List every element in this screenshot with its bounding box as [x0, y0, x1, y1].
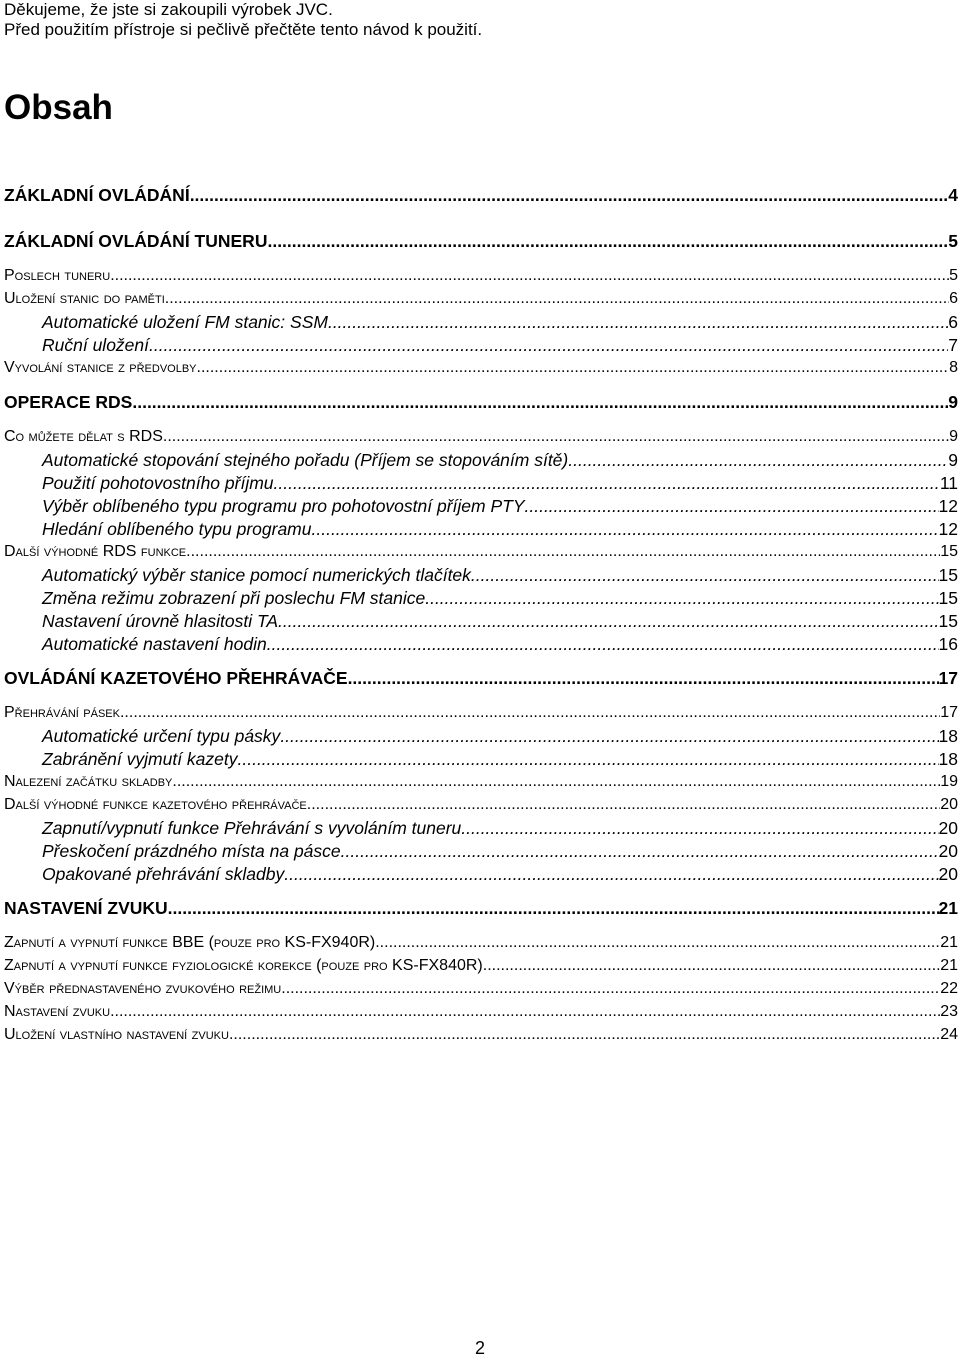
toc-entry: [4, 184, 958, 206]
toc-entry-leader: [375, 932, 940, 953]
toc-entry: [4, 391, 958, 413]
toc-entry-title: Poslech tuneru: [4, 267, 111, 284]
toc-entry: [4, 633, 958, 655]
toc-entry-page: 12: [938, 496, 958, 516]
toc-entry-leader: [461, 817, 938, 839]
toc-entry-page: 20: [938, 864, 958, 884]
toc-entry-page: 15: [938, 611, 958, 631]
toc-entry-page: 15: [940, 543, 958, 560]
toc-entry-page: 9: [948, 450, 958, 470]
toc-entry: [4, 725, 958, 747]
toc-entry-page: 8: [949, 359, 958, 376]
toc-entry-page: 24: [940, 1026, 958, 1043]
toc-entry: [4, 265, 958, 286]
toc-entry: [4, 771, 958, 792]
toc-entry-leader: [190, 184, 949, 206]
toc-entry-title: Automatické nastavení hodin: [42, 634, 267, 654]
toc-entry-leader: [110, 265, 949, 286]
toc-entry-title: Další výhodné RDS funkce: [4, 543, 187, 560]
toc-entry-title: Zapnutí/vypnutí funkce Přehrávání s vyvoláním tuneru: [42, 818, 462, 838]
toc-entry-page: 7: [948, 335, 958, 355]
toc-entry: [4, 817, 958, 839]
toc-entry-leader: [163, 426, 949, 447]
toc-entry-leader: [267, 633, 939, 655]
toc-entry-title: Uložení vlastního nastavení zvuku: [4, 1026, 229, 1043]
toc-entry-page: 21: [940, 934, 958, 951]
toc-entry: [4, 334, 958, 356]
toc-entry-page: 4: [948, 185, 958, 205]
toc-entry: [4, 357, 958, 378]
toc-entry-title: Nalezení začátku skladby: [4, 773, 173, 790]
toc-entry: [4, 840, 958, 862]
toc-entry-page: 5: [949, 267, 958, 284]
toc-entry-leader: [149, 334, 948, 356]
toc-entry-page: 20: [938, 841, 958, 861]
toc-entry-leader: [165, 288, 949, 309]
toc-entry-leader: [168, 897, 939, 919]
toc-entry-title: Přeskočení prázdného místa na pásce: [42, 841, 341, 861]
toc-entry-page: 21: [938, 898, 958, 918]
toc-entry-leader: [172, 771, 940, 792]
toc-entry-title: Automatické uložení FM stanic: SSM: [42, 312, 328, 332]
toc-entry: [4, 955, 958, 976]
toc-entry-leader: [568, 449, 948, 471]
toc-title: Obsah: [4, 88, 113, 127]
toc-entry-title: Hledání oblíbeného typu programu: [42, 519, 312, 539]
toc-entry-leader: [132, 391, 948, 413]
toc-entry-title: Výběr přednastaveného zvukového režimu: [4, 980, 282, 997]
toc-entry-leader: [229, 1024, 940, 1045]
toc-entry-leader: [525, 495, 939, 517]
toc-entry: [4, 794, 958, 815]
page-number: 2: [474, 1338, 485, 1358]
toc-entry-title: Automatický výběr stanice pomocí numerických tlačítek: [42, 565, 471, 585]
toc-entry-page: 22: [940, 980, 958, 997]
toc-entry-title: Přehrávání pásek: [4, 704, 120, 721]
toc-entry: [4, 472, 958, 494]
toc-entry-page: 21: [940, 957, 958, 974]
toc-entry-page: 20: [940, 796, 958, 813]
toc-entry-title: Změna režimu zobrazení při poslechu FM stanice: [42, 588, 426, 608]
toc-entry-page: 20: [938, 818, 958, 838]
toc-entry: [4, 564, 958, 586]
toc-entry-leader: [110, 1001, 940, 1022]
toc-entry-leader: [341, 840, 939, 862]
toc-entry: [4, 897, 958, 919]
toc-entry-title: Další výhodné funkce kazetového přehrávače: [4, 796, 307, 813]
toc-entry: [4, 1024, 958, 1045]
toc-entry-leader: [238, 748, 939, 770]
toc-entry: [4, 667, 958, 689]
toc-entry-title: Uložení stanic do paměti: [4, 290, 165, 307]
toc-entry-leader: [348, 667, 939, 689]
toc-entry-title: Automatické určení typu pásky: [42, 726, 281, 746]
toc-entry: [4, 541, 958, 562]
toc-entry-title: Použití pohotovostního příjmu: [42, 473, 274, 493]
toc-entry-title: ZÁKLADNÍ OVLÁDÁNÍ: [4, 185, 190, 205]
toc-entry-title: Zapnutí a vypnutí funkce BBE (pouze pro KS-FX940R): [4, 934, 376, 951]
toc-entry-page: 18: [938, 726, 958, 746]
toc-entry: [4, 587, 958, 609]
toc-entry-leader: [312, 518, 939, 540]
toc-entry: [4, 230, 958, 252]
intro-line-1: Děkujeme, že jste si zakoupili výrobek JVC.: [4, 0, 333, 19]
toc-entry-leader: [281, 978, 940, 999]
intro-line-2: Před použitím přístroje si pečlivě přečtěte tento návod k použití.: [4, 20, 483, 39]
toc-entry: [4, 426, 958, 447]
toc-entry: [4, 449, 958, 471]
toc-entry: [4, 610, 958, 632]
toc-entry-leader: [483, 955, 940, 976]
toc-entry-leader: [284, 863, 938, 885]
toc-entry-title: Opakované přehrávání skladby: [42, 864, 285, 884]
toc-entry-leader: [280, 725, 938, 747]
toc-entry-title: Vyvolání stanice z předvolby: [4, 359, 197, 376]
toc-entry-page: 23: [940, 1003, 958, 1020]
toc-entry-title: OPERACE RDS: [4, 392, 133, 412]
toc-entry: [4, 702, 958, 723]
intro-text: [4, 0, 482, 40]
toc-entry-title: Zabránění vyjmutí kazety: [42, 749, 238, 769]
toc-entry-title: Nastavení zvuku: [4, 1003, 111, 1020]
toc-entry-title: Zapnutí a vypnutí funkce fyziologické korekce (pouze pro KS-FX840R): [4, 957, 483, 974]
toc-entry-title: ZÁKLADNÍ OVLÁDÁNÍ TUNERU: [4, 231, 268, 251]
toc-entry-title: NASTAVENÍ ZVUKU: [4, 898, 168, 918]
toc-entry-page: 17: [940, 704, 958, 721]
toc-entry-leader: [425, 587, 938, 609]
toc-entry-title: Automatické stopování stejného pořadu (Příjem se stopováním sítě): [42, 450, 569, 470]
toc-entry-page: 15: [938, 565, 958, 585]
toc-entry-leader: [471, 564, 939, 586]
toc-entry-leader: [120, 702, 940, 723]
toc-entry-leader: [197, 357, 950, 378]
toc-entry-title: Výběr oblíbeného typu programu pro pohotovostní příjem PTY: [42, 496, 525, 516]
toc-entry: [4, 1001, 958, 1022]
toc-entry-leader: [328, 311, 948, 333]
toc-entry-page: 18: [938, 749, 958, 769]
toc-entry-title: Nastavení úrovně hlasitosti TA: [42, 611, 279, 631]
toc-entry-page: 16: [938, 634, 958, 654]
toc-entry: [4, 978, 958, 999]
toc-entry-page: 6: [949, 290, 958, 307]
toc-entry-page: 11: [939, 473, 958, 493]
toc-entry-title: Co můžete dělat s RDS: [4, 428, 163, 445]
toc-entry-page: 9: [948, 392, 958, 412]
toc-entry: [4, 311, 958, 333]
toc-entry-page: 17: [938, 668, 958, 688]
toc-entry: [4, 932, 958, 953]
toc-entry-page: 15: [938, 588, 958, 608]
toc-entry-title: Ruční uložení: [42, 335, 150, 355]
toc-entry: [4, 288, 958, 309]
toc-entry-page: 6: [948, 312, 958, 332]
toc-entry-leader: [278, 610, 938, 632]
toc-entry-title: OVLÁDÁNÍ KAZETOVÉHO PŘEHRÁVAČE: [4, 668, 348, 688]
toc-entry-leader: [267, 230, 948, 252]
toc-entry-page: 5: [948, 231, 958, 251]
toc-entry: [4, 863, 958, 885]
toc-entry-page: 19: [940, 773, 958, 790]
toc-entry: [4, 518, 958, 540]
toc-entry-page: 12: [938, 519, 958, 539]
toc-entry: [4, 495, 958, 517]
toc-entry: [4, 748, 958, 770]
toc-entry-page: 9: [949, 428, 958, 445]
toc-entry-leader: [274, 472, 940, 494]
toc-entry-leader: [307, 794, 940, 815]
toc-entry-leader: [186, 541, 940, 562]
